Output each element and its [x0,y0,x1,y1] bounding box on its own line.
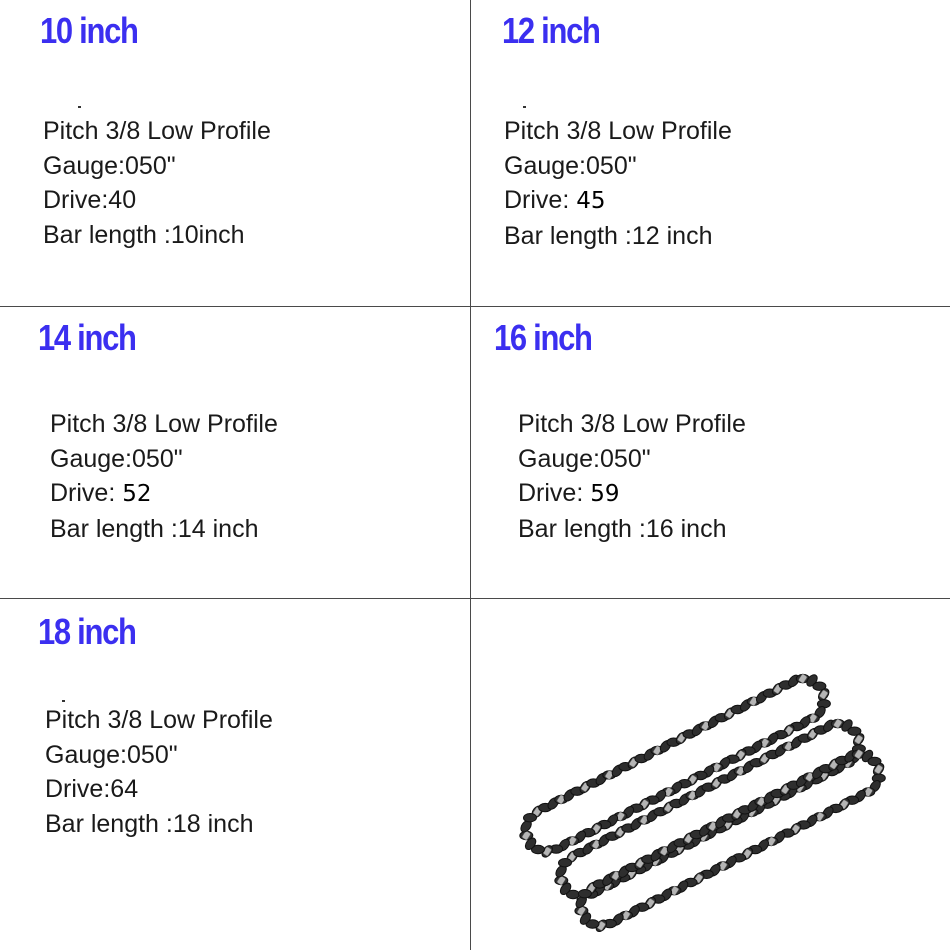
spec-bar-length: Bar length :14 inch [50,514,259,543]
spec-pitch: Pitch 3/8 Low Profile [43,117,271,145]
spec-gauge: Gauge:050" [504,151,637,180]
stray-mark [78,106,81,108]
spec-bar-length: Bar length :10inch [43,220,245,249]
spec-list [518,407,746,546]
spec-drive-label: Drive: [518,479,591,507]
stray-mark [523,106,526,108]
cell-title: 12 inch [502,10,600,51]
row-divider-2 [0,598,950,599]
spec-pitch: Pitch 3/8 Low Profile [45,706,273,734]
spec-pitch: Pitch 3/8 Low Profile [518,410,746,438]
spec-pitch: Pitch 3/8 Low Profile [504,117,732,145]
spec-drive-value: 52 [122,481,152,507]
spec-drive [518,476,746,512]
spec-gauge: Gauge:050" [50,444,183,473]
stray-mark [62,700,65,702]
spec-drive [50,476,278,512]
cell-title: 10 inch [40,10,138,51]
cell-title: 16 inch [494,317,592,358]
spec-bar-length: Bar length :18 inch [45,809,254,838]
spec-drive-value: 59 [590,481,620,507]
spec-bar-length: Bar length :12 inch [504,221,713,250]
spec-pitch: Pitch 3/8 Low Profile [50,410,278,438]
row-divider-1 [0,306,950,307]
spec-gauge: Gauge:050" [45,740,178,769]
spec-drive-label: Drive: [45,775,111,803]
spec-drive-value: 45 [576,188,606,214]
saw-chain-image [505,640,905,940]
spec-drive-value: 40 [108,186,137,214]
spec-drive [45,772,273,807]
spec-drive [504,183,732,219]
spec-list [45,703,273,841]
cell-title: 14 inch [38,317,136,358]
chain-link [578,889,591,898]
spec-drive-value: 64 [110,775,139,803]
spec-gauge: Gauge:050" [43,151,176,180]
spec-list [504,114,732,253]
spec-drive-label: Drive: [43,186,109,214]
spec-drive-label: Drive: [50,479,123,507]
spec-list [43,114,271,252]
column-divider [470,0,471,950]
spec-gauge: Gauge:050" [518,444,651,473]
saw-chain-icon [505,640,905,940]
cell-title: 18 inch [38,611,136,652]
spec-drive [43,183,271,218]
chain-link [558,858,571,867]
spec-bar-length: Bar length :16 inch [518,514,727,543]
chain-link [523,813,536,822]
spec-list [50,407,278,546]
spec-drive-label: Drive: [504,186,577,214]
